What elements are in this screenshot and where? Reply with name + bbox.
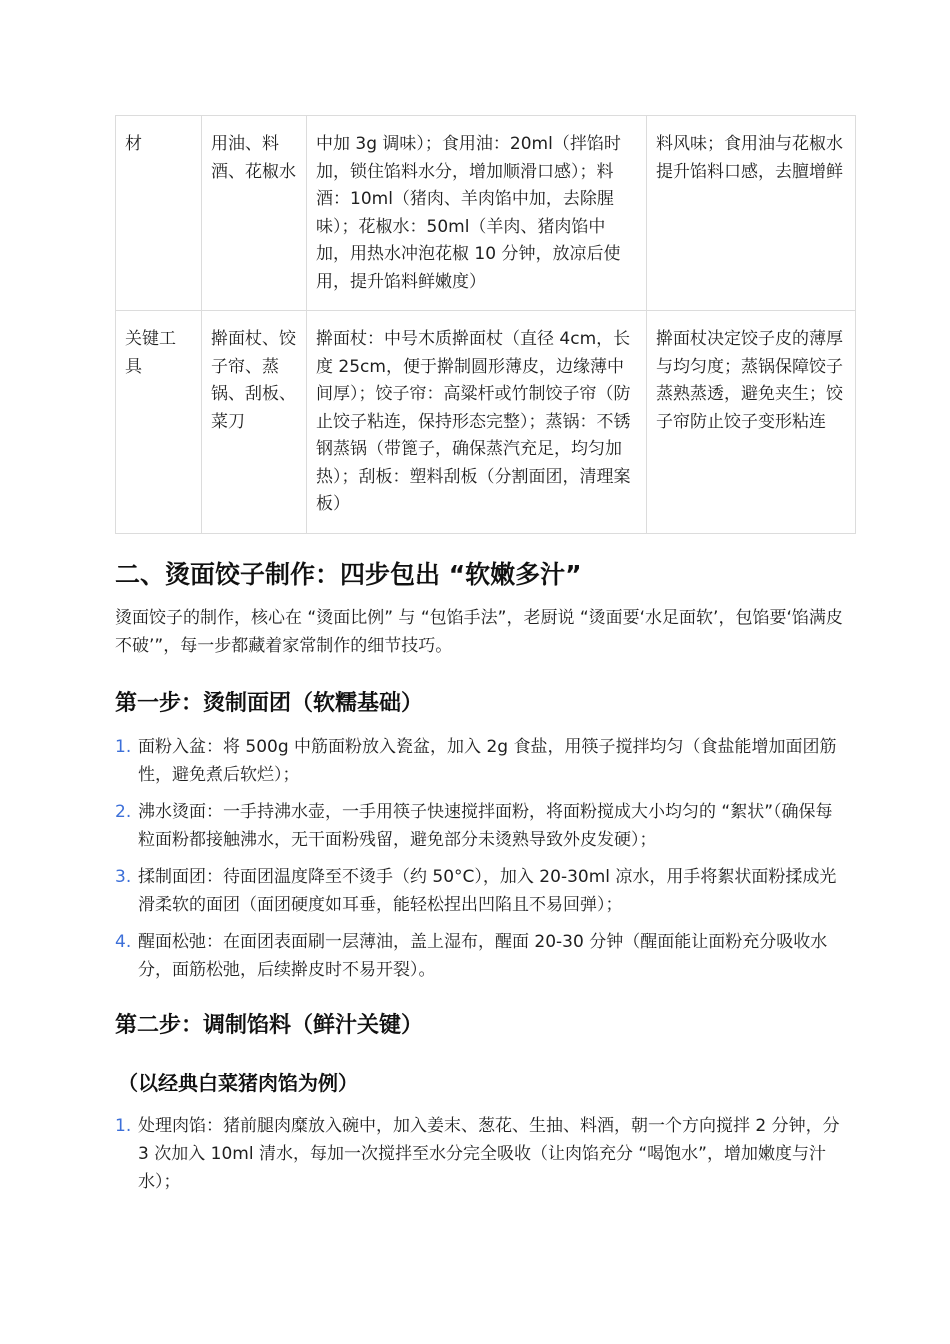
- list-item: [115, 928, 845, 984]
- list-item-text: 处理肉馅：猪前腿肉糜放入碗中，加入姜末、葱花、生抽、料酒，朝一个方向搅拌 2 分钟，分 3 次加入 10ml 清水，每加一次搅拌至水分完全吸收（让肉馅充分 “喝饱水”，增加嫩度与汁水）；: [138, 1116, 840, 1192]
- step2-list: [115, 1112, 845, 1205]
- ingredients-tools-table: [115, 115, 856, 534]
- table-row: [116, 311, 856, 534]
- list-item-text: 揉制面团：待面团温度降至不烫手（约 50°C），加入 20-30ml 凉水，用手将絮状面粉揉成光滑柔软的面团（面团硬度如耳垂，能轻松捏出凹陷且不易回弹）；: [138, 867, 837, 915]
- list-item: [115, 798, 845, 854]
- table-row: [116, 116, 856, 311]
- step2-subheading: （以经典白菜猪肉馅为例）: [118, 1071, 358, 1095]
- list-number: 4.: [115, 932, 132, 952]
- list-number: 1.: [115, 737, 132, 757]
- list-item: [115, 863, 845, 919]
- table-cell: 用油、料酒、花椒水: [202, 116, 307, 311]
- step1-heading: 第一步：烫制面团（软糯基础）: [115, 691, 424, 716]
- table-cell: 中加 3g 调味）；食用油：20ml（拌馅时加，锁住馅料水分，增加顺滑口感）；料酒：10ml（猪肉、羊肉馅中加，去除腥味）；花椒水：50ml（羊肉、猪肉馅中加，用热水冲泡花椒 10 分钟，放凉后使用，提升馅料鲜嫩度）: [307, 116, 647, 311]
- step2-heading: 第二步：调制馅料（鲜汁关键）: [115, 1013, 424, 1038]
- list-number: 1.: [115, 1116, 132, 1136]
- intro-paragraph: 烫面饺子的制作，核心在 “烫面比例” 与 “包馅手法”，老厨说 “烫面要‘水足面软’，包馅要‘馅满皮不破’”，每一步都藏着家常制作的细节技巧。: [115, 608, 843, 656]
- table-cell: 擀面杖：中号木质擀面杖（直径 4cm，长度 25cm，便于擀制圆形薄皮，边缘薄中间厚）；饺子帘：高粱杆或竹制饺子帘（防止饺子粘连，保持形态完整）；蒸锅：不锈钢蒸锅（带篦子，确保蒸汽充足，均匀加热）；刮板：塑料刮板（分割面团，清理案板）: [307, 311, 647, 534]
- table-cell: 材: [116, 116, 202, 311]
- table-cell: 关键工具: [116, 311, 202, 534]
- step1-list: [115, 733, 845, 993]
- list-number: 3.: [115, 867, 132, 887]
- table-cell: 擀面杖决定饺子皮的薄厚与均匀度；蒸锅保障饺子蒸熟蒸透，避免夹生；饺子帘防止饺子变形粘连: [647, 311, 856, 534]
- table-cell: 料风味；食用油与花椒水提升馅料口感，去膻增鲜: [647, 116, 856, 311]
- list-item-text: 面粉入盆：将 500g 中筋面粉放入瓷盆，加入 2g 食盐，用筷子搅拌均匀（食盐能增加面团筋性，避免煮后软烂）；: [138, 737, 837, 785]
- list-number: 2.: [115, 802, 132, 822]
- list-item-text: 醒面松弛：在面团表面刷一层薄油，盖上湿布，醒面 20-30 分钟（醒面能让面粉充分吸收水分，面筋松弛，后续擀皮时不易开裂）。: [138, 932, 828, 980]
- section-title: 二、烫面饺子制作：四步包出 “软嫩多汁”: [115, 560, 582, 589]
- list-item: [115, 1112, 845, 1196]
- list-item-text: 沸水烫面：一手持沸水壶，一手用筷子快速搅拌面粉，将面粉搅成大小均匀的 “絮状”（确保每粒面粉都接触沸水，无干面粉残留，避免部分未烫熟导致外皮发硬）；: [138, 802, 833, 850]
- list-item: [115, 733, 845, 789]
- table-cell: 擀面杖、饺子帘、蒸锅、刮板、菜刀: [202, 311, 307, 534]
